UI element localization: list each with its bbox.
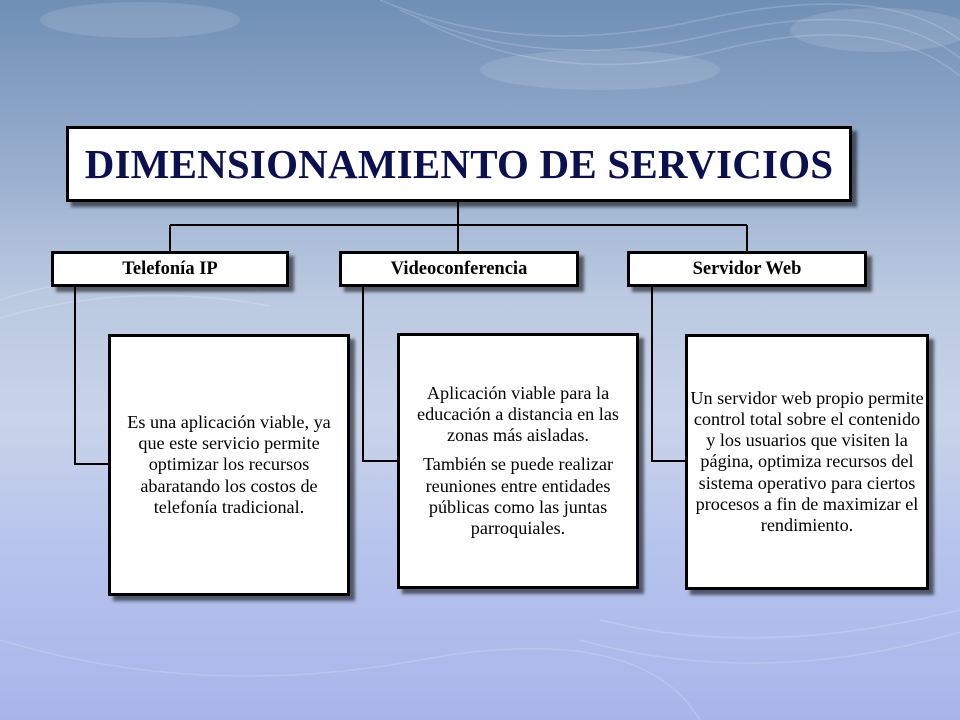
diagram-title-box: [66, 126, 852, 202]
branch-header-telefonia-ip: Telefonía IP: [51, 251, 289, 287]
branch-header-videoconferencia: Videoconferencia: [339, 251, 579, 287]
content-box-telefonia-ip: [108, 334, 350, 596]
content-text: Aplicación viable para la educación a distancia en las zonas más aisladas.: [417, 383, 619, 446]
content-text: Un servidor web propio permite control total sobre el contenido y los usuarios que visiten la página, optimiza recursos del sistema operativo para ciertos procesos a fin de maximizar el rendimiento.: [690, 388, 924, 535]
content-box-videoconferencia: [397, 333, 639, 589]
content-text: También se puede realizar reuniones entre entidades públicas como las juntas parroquiales.: [422, 454, 614, 538]
diagram-title: DIMENSIONAMIENTO DE SERVICIOS: [84, 141, 834, 187]
content-text: Es una aplicación viable, ya que este servicio permite optimizar los recursos abaratando los costos de telefonía tradicional.: [127, 412, 331, 517]
content-box-servidor-web: [685, 334, 929, 590]
branch-header-servidor-web: Servidor Web: [627, 251, 867, 287]
